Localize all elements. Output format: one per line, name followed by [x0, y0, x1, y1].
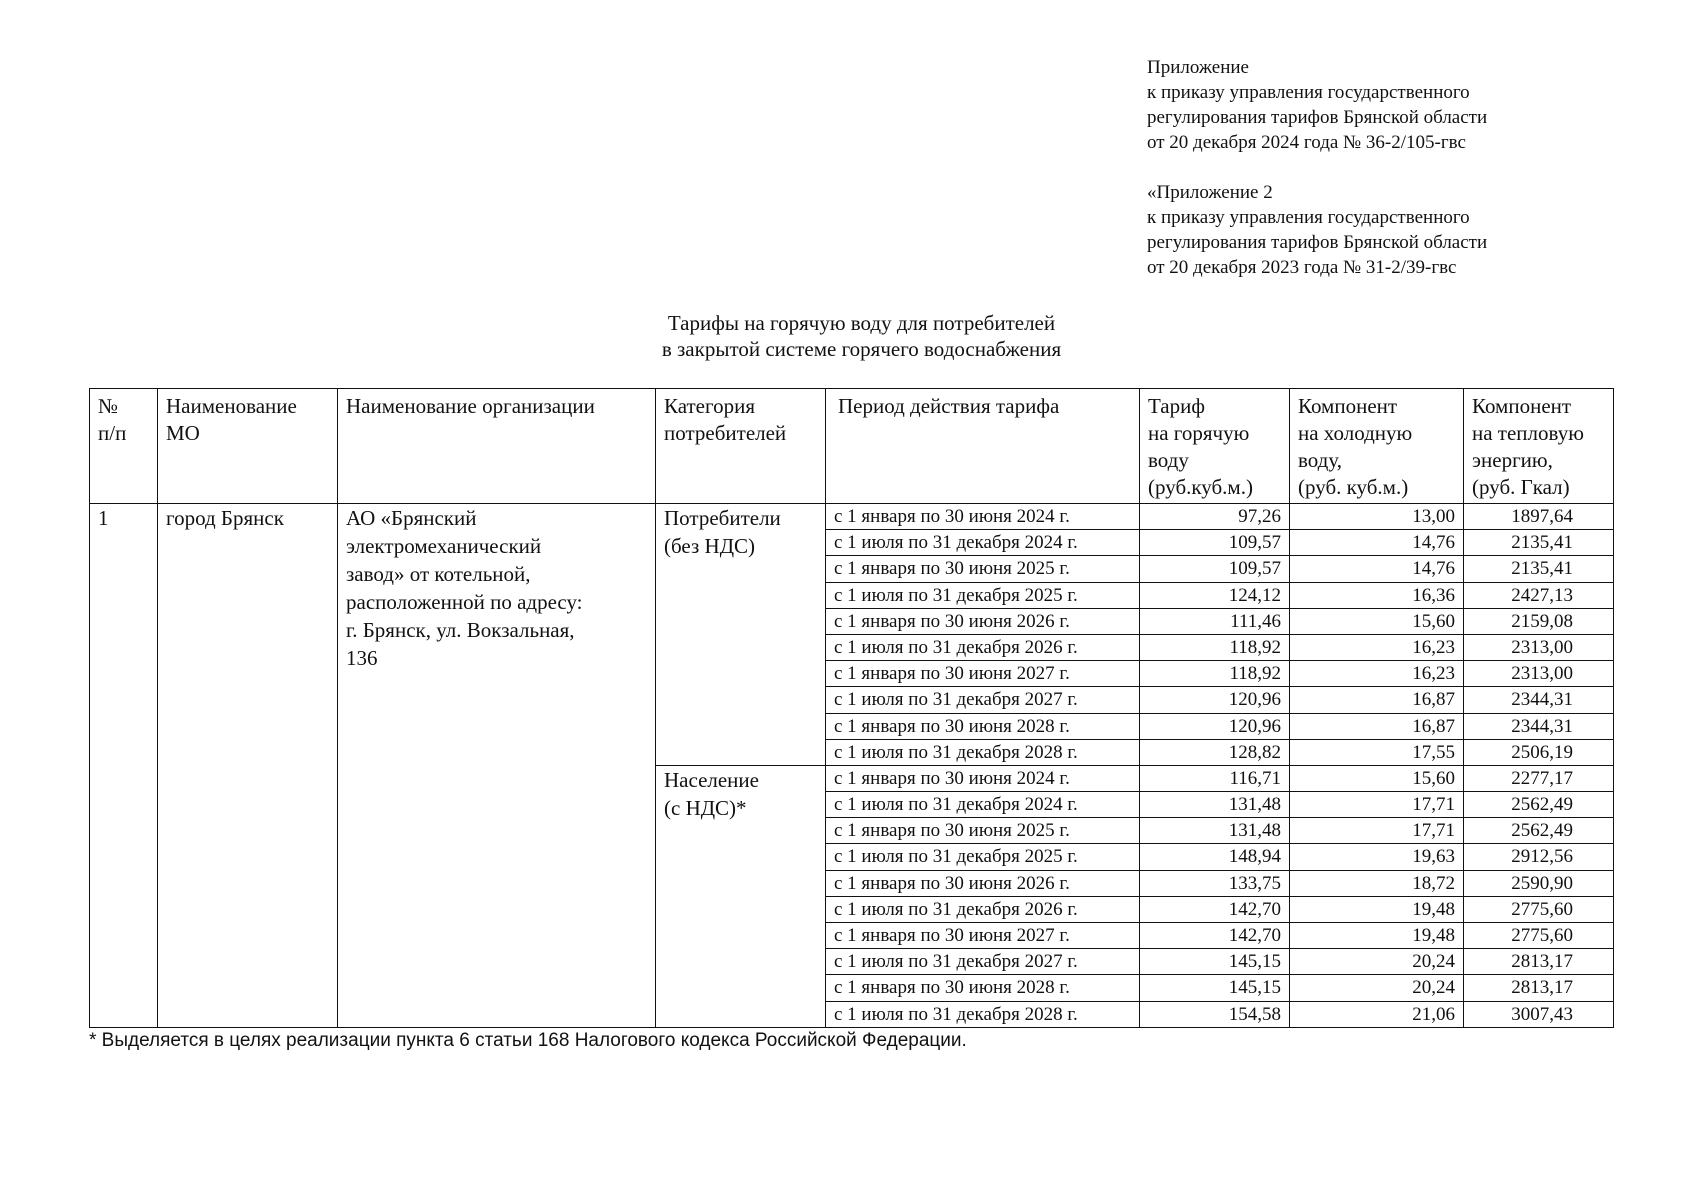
appendix-2-header-line: к приказу управления государственного: [1147, 207, 1470, 228]
heat-energy-component-cell: 2344,31: [1464, 687, 1614, 713]
heat-energy-component-cell: 2277,17: [1464, 765, 1614, 791]
hot-water-tariff-cell: 131,48: [1140, 818, 1290, 844]
hot-water-tariff-cell: 142,70: [1140, 923, 1290, 949]
tariff-period-cell: с 1 января по 30 июня 2026 г.: [826, 608, 1140, 634]
hot-water-tariff-cell: 109,57: [1140, 530, 1290, 556]
heat-energy-component-cell: 2159,08: [1464, 608, 1614, 634]
cold-water-component-cell: 19,63: [1290, 844, 1464, 870]
hot-water-tariff-cell: 111,46: [1140, 608, 1290, 634]
cold-water-component-cell: 16,87: [1290, 687, 1464, 713]
heat-energy-component-cell: 2813,17: [1464, 949, 1614, 975]
tariff-period-cell: с 1 июля по 31 декабря 2024 г.: [826, 792, 1140, 818]
heat-energy-component-cell: 2135,41: [1464, 556, 1614, 582]
consumer-category-line: (без НДС): [664, 534, 756, 558]
hot-water-tariff-cell: 142,70: [1140, 896, 1290, 922]
appendix-2-header-line: от 20 декабря 2023 года № 31-2/39-гвс: [1147, 257, 1457, 278]
header-number: № п/п: [90, 389, 158, 504]
cold-water-component-cell: 14,76: [1290, 530, 1464, 556]
heat-energy-component-cell: 2313,00: [1464, 661, 1614, 687]
header-municipality: Наименование МО: [158, 389, 338, 504]
organization-line: расположенной по адресу:: [346, 590, 583, 614]
cold-water-component-cell: 16,36: [1290, 582, 1464, 608]
tariff-period-cell: с 1 января по 30 июня 2027 г.: [826, 923, 1140, 949]
heat-energy-component-cell: 2135,41: [1464, 530, 1614, 556]
cold-water-component-cell: 13,00: [1290, 504, 1464, 530]
cold-water-component-cell: 14,76: [1290, 556, 1464, 582]
appendix-2-header-line: «Приложение 2: [1147, 182, 1273, 203]
hot-water-tariff-cell: 131,48: [1140, 792, 1290, 818]
hot-water-tariff-cell: 118,92: [1140, 661, 1290, 687]
cold-water-component-cell: 19,48: [1290, 896, 1464, 922]
hot-water-tariff-cell: 154,58: [1140, 1001, 1290, 1027]
tariff-period-cell: с 1 января по 30 июня 2025 г.: [826, 556, 1140, 582]
appendix-header-line: к приказу управления государственного: [1147, 82, 1470, 103]
heat-energy-component-cell: 3007,43: [1464, 1001, 1614, 1027]
table-header-row: [90, 389, 1614, 504]
hot-water-tariff-cell: 145,15: [1140, 975, 1290, 1001]
hot-water-tariff-cell: 118,92: [1140, 634, 1290, 660]
hot-water-tariff-cell: 133,75: [1140, 870, 1290, 896]
consumer-category-line: (с НДС)*: [664, 795, 747, 820]
tariff-period-cell: с 1 июля по 31 декабря 2027 г.: [826, 949, 1140, 975]
appendix-header: [1147, 55, 1487, 155]
tariff-period-cell: с 1 января по 30 июня 2027 г.: [826, 661, 1140, 687]
hot-water-tariff-cell: 128,82: [1140, 739, 1290, 765]
tariff-table: [89, 388, 1614, 1028]
cold-water-component-cell: 15,60: [1290, 608, 1464, 634]
heat-energy-component-cell: 2590,90: [1464, 870, 1614, 896]
header-organization: Наименование организации: [338, 389, 656, 504]
header-cold-water-component: Компонент на холодную воду, (руб. куб.м.): [1290, 389, 1464, 504]
tariff-period-cell: с 1 января по 30 июня 2028 г.: [826, 713, 1140, 739]
cold-water-component-cell: 17,71: [1290, 818, 1464, 844]
hot-water-tariff-cell: 116,71: [1140, 765, 1290, 791]
tariff-period-cell: с 1 июля по 31 декабря 2024 г.: [826, 530, 1140, 556]
document-title-line-2: в закрытой системе горячего водоснабжения: [661, 337, 1062, 361]
consumer-category-line: Потребители: [664, 506, 781, 530]
header-hot-water-tariff: Тариф на горячую воду (руб.куб.м.): [1140, 389, 1290, 504]
heat-energy-component-cell: 2506,19: [1464, 739, 1614, 765]
heat-energy-component-cell: 2562,49: [1464, 818, 1614, 844]
hot-water-tariff-cell: 120,96: [1140, 687, 1290, 713]
heat-energy-component-cell: 1897,64: [1464, 504, 1614, 530]
tariff-period-cell: с 1 июля по 31 декабря 2026 г.: [826, 634, 1140, 660]
cold-water-component-cell: 17,71: [1290, 792, 1464, 818]
tariff-period-cell: с 1 января по 30 июня 2026 г.: [826, 870, 1140, 896]
appendix-2-header-line: регулирования тарифов Брянской области: [1147, 232, 1488, 253]
cold-water-component-cell: 16,87: [1290, 713, 1464, 739]
heat-energy-component-cell: 2562,49: [1464, 792, 1614, 818]
organization-line: 136: [346, 646, 378, 670]
header-consumer-category: Категория потребителей: [656, 389, 826, 504]
hot-water-tariff-cell: 148,94: [1140, 844, 1290, 870]
header-tariff-period: Период действия тарифа: [826, 389, 1140, 504]
tariff-period-cell: с 1 июля по 31 декабря 2028 г.: [826, 1001, 1140, 1027]
cold-water-component-cell: 19,48: [1290, 923, 1464, 949]
cold-water-component-cell: 18,72: [1290, 870, 1464, 896]
organization-cell: [338, 504, 656, 1028]
organization-line: завод» от котельной,: [346, 562, 531, 586]
cold-water-component-cell: 16,23: [1290, 661, 1464, 687]
table-body: [90, 504, 1614, 1028]
heat-energy-component-cell: 2912,56: [1464, 844, 1614, 870]
municipality-cell: город Брянск: [158, 504, 338, 1028]
heat-energy-component-cell: 2427,13: [1464, 582, 1614, 608]
document-title: [0, 310, 1683, 362]
appendix-header-line: от 20 декабря 2024 года № 36-2/105-гвс: [1147, 132, 1466, 153]
organization-line: электромеханический: [346, 534, 542, 558]
tariff-period-cell: с 1 января по 30 июня 2025 г.: [826, 818, 1140, 844]
organization-line: г. Брянск, ул. Вокзальная,: [346, 618, 575, 642]
tariff-period-cell: с 1 июля по 31 декабря 2028 г.: [826, 739, 1140, 765]
heat-energy-component-cell: 2775,60: [1464, 896, 1614, 922]
consumer-category-cell: [656, 765, 826, 1027]
cold-water-component-cell: 16,23: [1290, 634, 1464, 660]
hot-water-tariff-cell: 120,96: [1140, 713, 1290, 739]
cold-water-component-cell: 15,60: [1290, 765, 1464, 791]
appendix-header-line: регулирования тарифов Брянской области: [1147, 107, 1488, 128]
tariff-period-cell: с 1 июля по 31 декабря 2027 г.: [826, 687, 1140, 713]
hot-water-tariff-cell: 124,12: [1140, 582, 1290, 608]
tariff-period-cell: с 1 января по 30 июня 2024 г.: [826, 504, 1140, 530]
cold-water-component-cell: 20,24: [1290, 975, 1464, 1001]
row-number-cell: 1: [90, 504, 158, 1028]
hot-water-tariff-cell: 97,26: [1140, 504, 1290, 530]
cold-water-component-cell: 21,06: [1290, 1001, 1464, 1027]
tariff-period-cell: с 1 июля по 31 декабря 2025 г.: [826, 582, 1140, 608]
tariff-period-cell: с 1 июля по 31 декабря 2025 г.: [826, 844, 1140, 870]
tariff-period-cell: с 1 января по 30 июня 2024 г.: [826, 765, 1140, 791]
cold-water-component-cell: 17,55: [1290, 739, 1464, 765]
heat-energy-component-cell: 2775,60: [1464, 923, 1614, 949]
table-row: [90, 504, 1614, 530]
consumer-category-cell: [656, 504, 826, 766]
tariff-period-cell: с 1 июля по 31 декабря 2026 г.: [826, 896, 1140, 922]
appendix-header-line: Приложение: [1147, 57, 1249, 78]
heat-energy-component-cell: 2313,00: [1464, 634, 1614, 660]
hot-water-tariff-cell: 109,57: [1140, 556, 1290, 582]
appendix-2-header: [1147, 180, 1487, 280]
tariff-period-cell: с 1 января по 30 июня 2028 г.: [826, 975, 1140, 1001]
heat-energy-component-cell: 2813,17: [1464, 975, 1614, 1001]
hot-water-tariff-cell: 145,15: [1140, 949, 1290, 975]
consumer-category-line: Население: [664, 767, 759, 792]
cold-water-component-cell: 20,24: [1290, 949, 1464, 975]
organization-line: АО «Брянский: [346, 506, 477, 530]
heat-energy-component-cell: 2344,31: [1464, 713, 1614, 739]
footnote: * Выделяется в целях реализации пункта 6 статьи 168 Налогового кодекса Российской Федерации.: [89, 1030, 967, 1051]
document-title-line-1: Тарифы на горячую воду для потребителей: [667, 311, 1056, 335]
header-heat-energy-component: Компонент на тепловую энергию, (руб. Гкал): [1464, 389, 1614, 504]
